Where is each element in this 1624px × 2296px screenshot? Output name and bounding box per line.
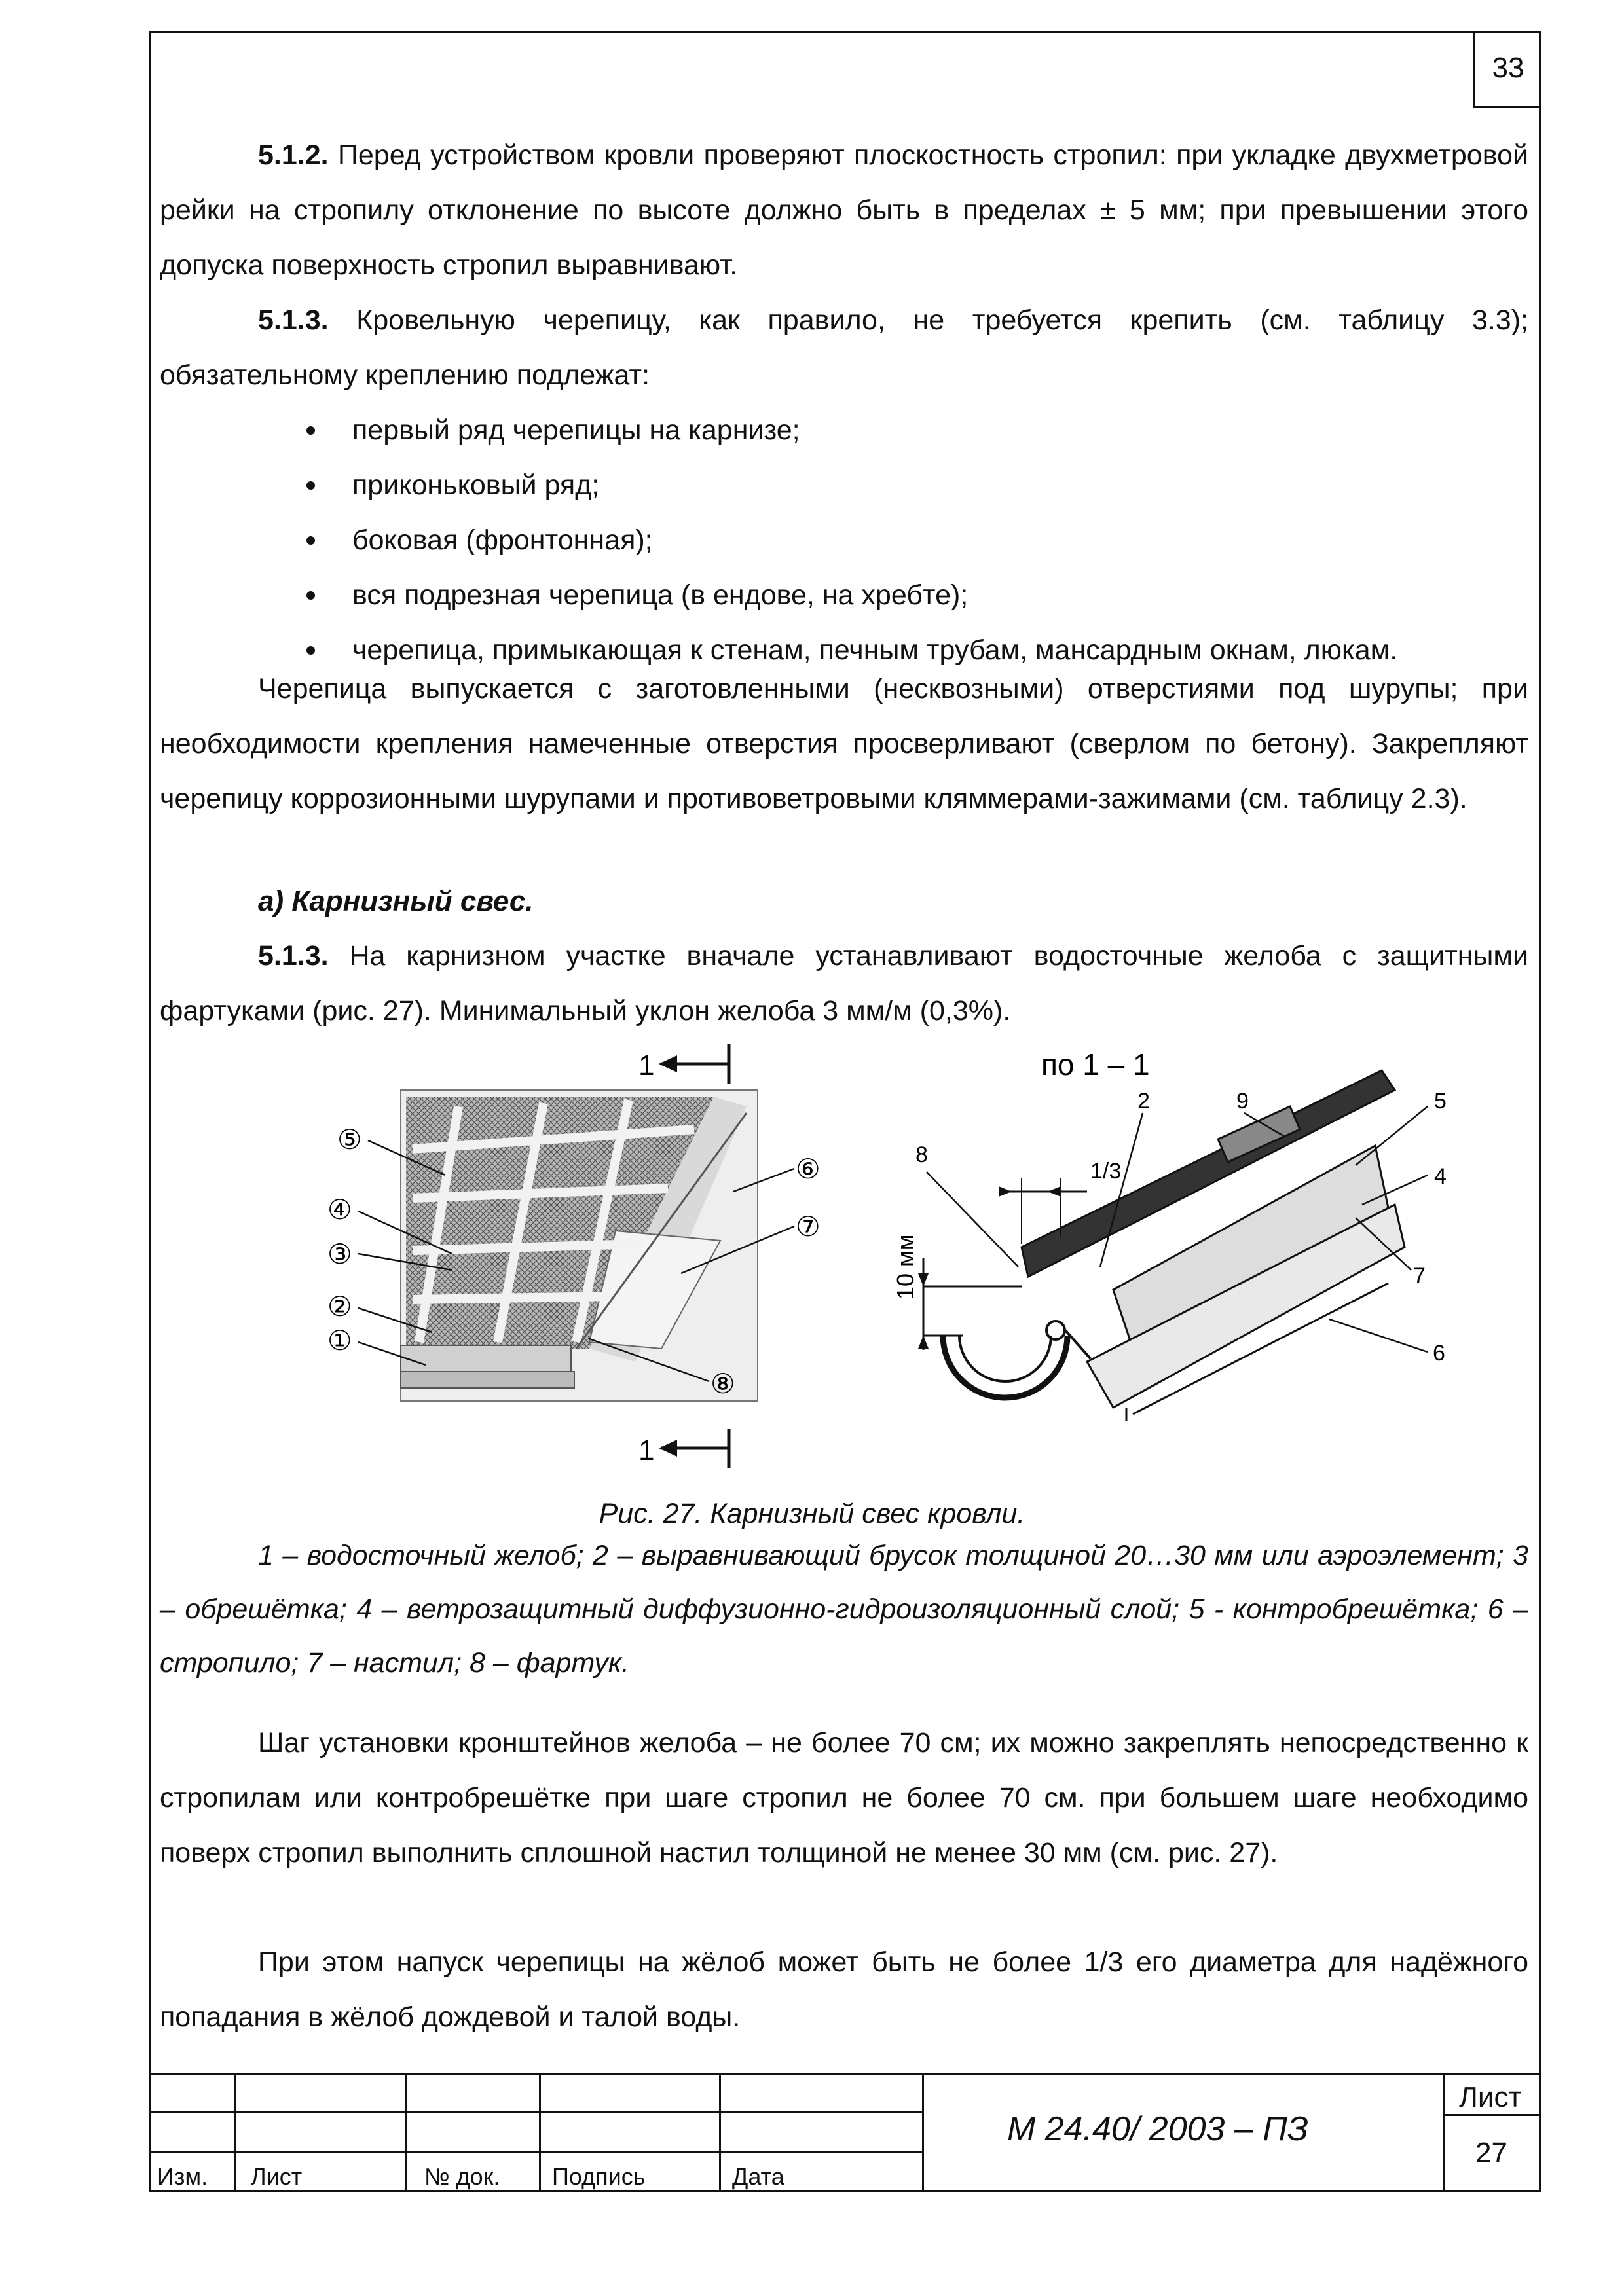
subheading: а) Карнизный свес. bbox=[258, 885, 534, 917]
callout-8: ⑧ bbox=[710, 1368, 735, 1400]
list-item: черепица, примыкающая к стенам, печным трубам, мансардным окнам, люкам. bbox=[301, 623, 1532, 678]
callout-2: 2 bbox=[1137, 1089, 1150, 1114]
callout-4: ④ bbox=[327, 1194, 352, 1226]
section-mark: 1 bbox=[638, 1434, 655, 1467]
clause-text: Кровельную черепицу, как правило, не требуется крепить (см. таблицу 3.3); обязательному креплению подлежат: bbox=[160, 304, 1528, 391]
stamp-doc-label: № док. bbox=[424, 2163, 500, 2190]
clause-number: 5.1.3. bbox=[258, 940, 329, 972]
clause-text: На карнизном участке вначале устанавливают водосточные желоба с защитными фартуками (рис. 27). Минимальный уклон желоба 3 мм/м (0,3%). bbox=[160, 940, 1528, 1027]
dimension-label: 10 мм bbox=[892, 1234, 919, 1300]
sheet-number: 27 bbox=[1475, 2137, 1507, 2169]
callout-4: 4 bbox=[1434, 1164, 1447, 1189]
paragraph-release: Черепица выпускается с заготовленными (несквозными) отверстиями под шурупы; при необходимости крепления намеченные отверстия просверливают (сверлом по бетону). Закрепляют черепицу коррозионными шурупами и противоветровыми кляммерами-зажимами (см. таблицу 2.3). bbox=[160, 673, 1528, 814]
stamp-signature-label: Подпись bbox=[552, 2163, 646, 2190]
roof-perspective-image bbox=[401, 1090, 758, 1401]
page-number: 33 bbox=[1473, 31, 1541, 108]
paragraph-bracket-step: Шаг установки кронштейнов желоба – не более 70 см; их можно закреплять непосредственно к стропилам или контробрешётке при шаге стропил не более 70 см. при большем шаге необходимо поверх стропил выполнить сплошной настил толщиной не менее 30 мм (см. рис. 27). bbox=[160, 1727, 1528, 1868]
list-item: вся подрезная черепица (в ендове, на хребте); bbox=[301, 568, 1532, 623]
clause-number: 5.1.2. bbox=[258, 139, 329, 171]
stamp-date-label: Дата bbox=[732, 2163, 784, 2190]
callout-5: ⑤ bbox=[337, 1123, 362, 1156]
clause-number: 5.1.3. bbox=[258, 304, 329, 336]
section-title: по 1 – 1 bbox=[1041, 1048, 1150, 1082]
callout-5: 5 bbox=[1434, 1089, 1447, 1114]
eaves-section-drawing bbox=[892, 1070, 1405, 1421]
figure-caption: Рис. 27. Карнизный свес кровли. bbox=[599, 1498, 1025, 1529]
clause-text: Перед устройством кровли проверяют плоскостность стропил: при укладке двухметровой рейки на стропилу отклонение по высоте должно быть в пределах ± 5 мм; при превышении этого допуска поверхность стропил выравнивают. bbox=[160, 139, 1528, 281]
callout-6: 6 bbox=[1433, 1341, 1445, 1366]
stamp-sheet-label: Лист bbox=[251, 2163, 303, 2190]
callout-7: ⑦ bbox=[796, 1211, 821, 1243]
section-mark: 1 bbox=[638, 1049, 655, 1082]
callout-6: ⑥ bbox=[796, 1153, 821, 1185]
section-arrow-bottom bbox=[638, 1429, 729, 1468]
callout-7: 7 bbox=[1413, 1264, 1426, 1288]
list-item: приконьковый ряд; bbox=[301, 458, 1532, 513]
document-code: М 24.40/ 2003 – ПЗ bbox=[1007, 2110, 1308, 2148]
title-block bbox=[149, 2073, 1541, 2192]
list-item: боковая (фронтонная); bbox=[301, 513, 1532, 568]
callout-3: ③ bbox=[327, 1238, 352, 1270]
stamp-change-label: Изм. bbox=[157, 2163, 208, 2190]
stamp-sheet-title: Лист bbox=[1459, 2081, 1522, 2113]
callout-1: ① bbox=[327, 1324, 352, 1357]
list-item: первый ряд черепицы на карнизе; bbox=[301, 403, 1532, 458]
figure-legend: 1 – водосточный желоб; 2 – выравнивающий брусок толщиной 20…30 мм или аэроэлемент; 3 – обрешётка; 4 – ветрозащитный диффузионно-гидроизоляционный слой; 5 - контробрешётка; 6 – стропило; 7 – настил; 8 – фартук. bbox=[160, 1540, 1528, 1679]
fraction-label: 1/3 bbox=[1090, 1159, 1122, 1184]
callout-9: 9 bbox=[1236, 1089, 1249, 1114]
section-arrow-top bbox=[638, 1044, 729, 1084]
callout-8: 8 bbox=[915, 1142, 928, 1167]
callout-2: ② bbox=[327, 1290, 352, 1322]
paragraph-overlap: При этом напуск черепицы на жёлоб может быть не более 1/3 его диаметра для надёжного попадания в жёлоб дождевой и талой воды. bbox=[160, 1946, 1528, 2033]
